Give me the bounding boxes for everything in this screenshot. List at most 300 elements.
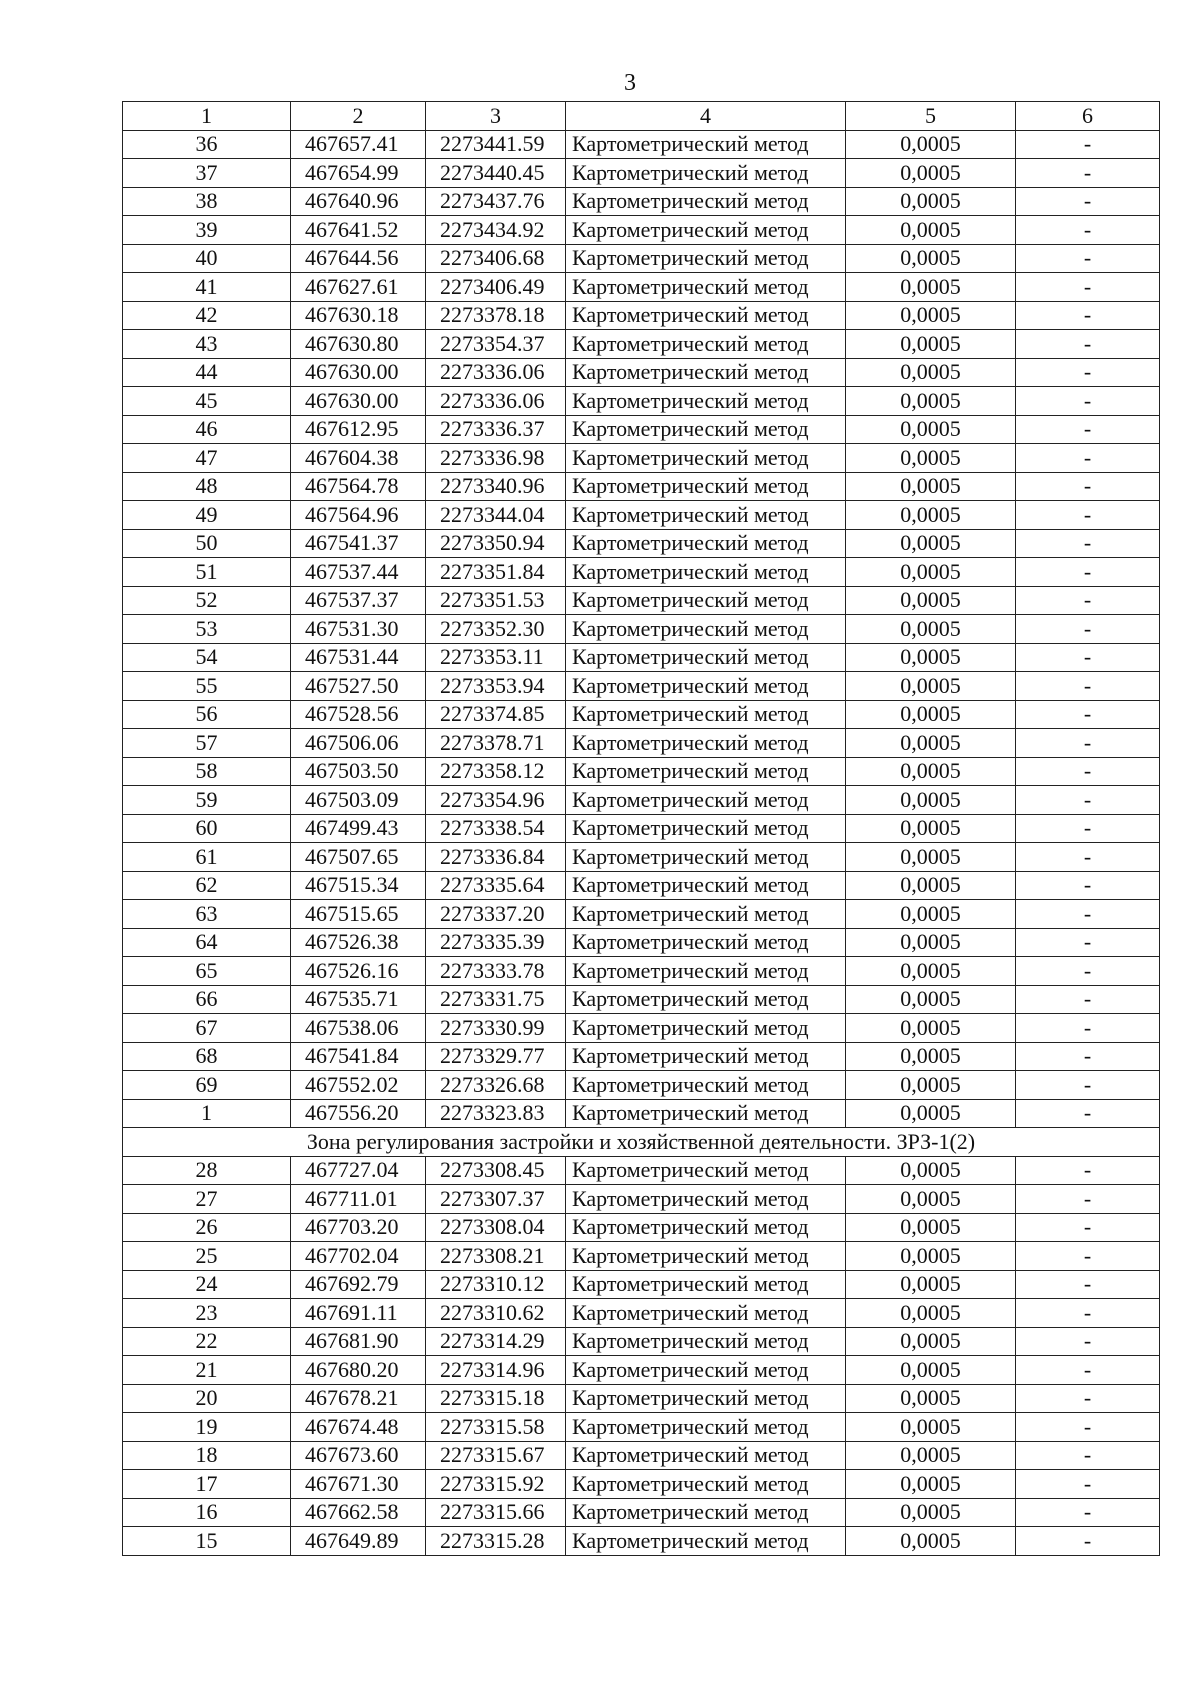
table-row <box>123 159 1160 188</box>
description-cell: - <box>1016 1156 1160 1185</box>
x-coordinate-cell: 467503.50 <box>291 757 426 786</box>
table-row <box>123 1270 1160 1299</box>
x-coordinate-cell: 467691.11 <box>291 1299 426 1328</box>
table-row <box>123 1213 1160 1242</box>
x-coordinate-cell: 467541.37 <box>291 529 426 558</box>
y-coordinate-cell: 2273310.62 <box>426 1299 566 1328</box>
method-cell: Картометрический метод <box>566 1213 846 1242</box>
point-number-cell: 21 <box>123 1356 291 1385</box>
point-number-cell: 23 <box>123 1299 291 1328</box>
method-cell: Картометрический метод <box>566 1099 846 1128</box>
method-cell: Картометрический метод <box>566 1413 846 1442</box>
point-number-cell: 49 <box>123 501 291 530</box>
method-cell: Картометрический метод <box>566 358 846 387</box>
method-cell: Картометрический метод <box>566 672 846 701</box>
description-cell: - <box>1016 1384 1160 1413</box>
table-row <box>123 757 1160 786</box>
page-number: 3 <box>624 70 636 96</box>
table-row <box>123 273 1160 302</box>
description-cell: - <box>1016 871 1160 900</box>
accuracy-cell: 0,0005 <box>846 1099 1016 1128</box>
accuracy-cell: 0,0005 <box>846 216 1016 245</box>
point-number-cell: 69 <box>123 1071 291 1100</box>
point-number-cell: 51 <box>123 558 291 587</box>
table-row <box>123 843 1160 872</box>
x-coordinate-cell: 467627.61 <box>291 273 426 302</box>
description-cell: - <box>1016 1071 1160 1100</box>
accuracy-cell: 0,0005 <box>846 814 1016 843</box>
y-coordinate-cell: 2273351.53 <box>426 586 566 615</box>
accuracy-cell: 0,0005 <box>846 1156 1016 1185</box>
x-coordinate-cell: 467641.52 <box>291 216 426 245</box>
y-coordinate-cell: 2273406.68 <box>426 244 566 273</box>
method-cell: Картометрический метод <box>566 1270 846 1299</box>
accuracy-cell: 0,0005 <box>846 273 1016 302</box>
table-row <box>123 444 1160 473</box>
point-number-cell: 52 <box>123 586 291 615</box>
point-number-cell: 57 <box>123 729 291 758</box>
point-number-cell: 65 <box>123 957 291 986</box>
x-coordinate-cell: 467531.44 <box>291 643 426 672</box>
point-number-cell: 37 <box>123 159 291 188</box>
method-cell: Картометрический метод <box>566 1327 846 1356</box>
method-cell: Картометрический метод <box>566 871 846 900</box>
x-coordinate-cell: 467657.41 <box>291 130 426 159</box>
accuracy-cell: 0,0005 <box>846 244 1016 273</box>
accuracy-cell: 0,0005 <box>846 757 1016 786</box>
x-coordinate-cell: 467711.01 <box>291 1185 426 1214</box>
point-number-cell: 39 <box>123 216 291 245</box>
table-row <box>123 472 1160 501</box>
table-row <box>123 244 1160 273</box>
accuracy-cell: 0,0005 <box>846 1441 1016 1470</box>
point-number-cell: 50 <box>123 529 291 558</box>
method-cell: Картометрический метод <box>566 1470 846 1499</box>
y-coordinate-cell: 2273315.92 <box>426 1470 566 1499</box>
y-coordinate-cell: 2273336.84 <box>426 843 566 872</box>
table-row <box>123 501 1160 530</box>
description-cell: - <box>1016 472 1160 501</box>
method-cell: Картометрический метод <box>566 1441 846 1470</box>
description-cell: - <box>1016 1042 1160 1071</box>
point-number-cell: 25 <box>123 1242 291 1271</box>
point-number-cell: 58 <box>123 757 291 786</box>
method-cell: Картометрический метод <box>566 1299 846 1328</box>
description-cell: - <box>1016 558 1160 587</box>
x-coordinate-cell: 467506.06 <box>291 729 426 758</box>
accuracy-cell: 0,0005 <box>846 957 1016 986</box>
point-number-cell: 19 <box>123 1413 291 1442</box>
table-row <box>123 1498 1160 1527</box>
method-cell: Картометрический метод <box>566 1356 846 1385</box>
description-cell: - <box>1016 1441 1160 1470</box>
method-cell: Картометрический метод <box>566 159 846 188</box>
y-coordinate-cell: 2273350.94 <box>426 529 566 558</box>
y-coordinate-cell: 2273314.96 <box>426 1356 566 1385</box>
method-cell: Картометрический метод <box>566 700 846 729</box>
y-coordinate-cell: 2273340.96 <box>426 472 566 501</box>
coordinates-table <box>122 101 1160 1556</box>
x-coordinate-cell: 467644.56 <box>291 244 426 273</box>
accuracy-cell: 0,0005 <box>846 700 1016 729</box>
description-cell: - <box>1016 1413 1160 1442</box>
table-row <box>123 1327 1160 1356</box>
x-coordinate-cell: 467537.37 <box>291 586 426 615</box>
description-cell: - <box>1016 244 1160 273</box>
table-row <box>123 1413 1160 1442</box>
table-row <box>123 187 1160 216</box>
accuracy-cell: 0,0005 <box>846 643 1016 672</box>
x-coordinate-cell: 467678.21 <box>291 1384 426 1413</box>
accuracy-cell: 0,0005 <box>846 843 1016 872</box>
point-number-cell: 1 <box>123 1099 291 1128</box>
method-cell: Картометрический метод <box>566 415 846 444</box>
point-number-cell: 68 <box>123 1042 291 1071</box>
method-cell: Картометрический метод <box>566 130 846 159</box>
description-cell: - <box>1016 387 1160 416</box>
table-row <box>123 216 1160 245</box>
point-number-cell: 48 <box>123 472 291 501</box>
point-number-cell: 40 <box>123 244 291 273</box>
method-cell: Картометрический метод <box>566 1042 846 1071</box>
x-coordinate-cell: 467674.48 <box>291 1413 426 1442</box>
x-coordinate-cell: 467681.90 <box>291 1327 426 1356</box>
y-coordinate-cell: 2273335.39 <box>426 928 566 957</box>
accuracy-cell: 0,0005 <box>846 1242 1016 1271</box>
y-coordinate-cell: 2273374.85 <box>426 700 566 729</box>
x-coordinate-cell: 467662.58 <box>291 1498 426 1527</box>
accuracy-cell: 0,0005 <box>846 928 1016 957</box>
method-cell: Картометрический метод <box>566 330 846 359</box>
y-coordinate-cell: 2273354.96 <box>426 786 566 815</box>
y-coordinate-cell: 2273351.84 <box>426 558 566 587</box>
description-cell: - <box>1016 757 1160 786</box>
x-coordinate-cell: 467671.30 <box>291 1470 426 1499</box>
x-coordinate-cell: 467612.95 <box>291 415 426 444</box>
description-cell: - <box>1016 1213 1160 1242</box>
method-cell: Картометрический метод <box>566 558 846 587</box>
table-row <box>123 985 1160 1014</box>
x-coordinate-cell: 467515.65 <box>291 900 426 929</box>
description-cell: - <box>1016 501 1160 530</box>
method-cell: Картометрический метод <box>566 615 846 644</box>
table-row <box>123 871 1160 900</box>
x-coordinate-cell: 467727.04 <box>291 1156 426 1185</box>
point-number-cell: 59 <box>123 786 291 815</box>
table-row <box>123 814 1160 843</box>
accuracy-cell: 0,0005 <box>846 1327 1016 1356</box>
point-number-cell: 28 <box>123 1156 291 1185</box>
table-row <box>123 1185 1160 1214</box>
table-row <box>123 1299 1160 1328</box>
accuracy-cell: 0,0005 <box>846 529 1016 558</box>
x-coordinate-cell: 467556.20 <box>291 1099 426 1128</box>
description-cell: - <box>1016 1270 1160 1299</box>
point-number-cell: 67 <box>123 1014 291 1043</box>
description-cell: - <box>1016 1470 1160 1499</box>
description-cell: - <box>1016 615 1160 644</box>
description-cell: - <box>1016 301 1160 330</box>
x-coordinate-cell: 467673.60 <box>291 1441 426 1470</box>
x-coordinate-cell: 467538.06 <box>291 1014 426 1043</box>
x-coordinate-cell: 467552.02 <box>291 1071 426 1100</box>
y-coordinate-cell: 2273406.49 <box>426 273 566 302</box>
y-coordinate-cell: 2273335.64 <box>426 871 566 900</box>
accuracy-cell: 0,0005 <box>846 1384 1016 1413</box>
point-number-cell: 46 <box>123 415 291 444</box>
accuracy-cell: 0,0005 <box>846 871 1016 900</box>
method-cell: Картометрический метод <box>566 187 846 216</box>
x-coordinate-cell: 467535.71 <box>291 985 426 1014</box>
point-number-cell: 66 <box>123 985 291 1014</box>
method-cell: Картометрический метод <box>566 444 846 473</box>
table-row <box>123 586 1160 615</box>
description-cell: - <box>1016 700 1160 729</box>
header-cell: 2 <box>291 102 426 131</box>
x-coordinate-cell: 467564.78 <box>291 472 426 501</box>
accuracy-cell: 0,0005 <box>846 301 1016 330</box>
accuracy-cell: 0,0005 <box>846 187 1016 216</box>
description-cell: - <box>1016 1242 1160 1271</box>
y-coordinate-cell: 2273441.59 <box>426 130 566 159</box>
description-cell: - <box>1016 216 1160 245</box>
description-cell: - <box>1016 444 1160 473</box>
method-cell: Картометрический метод <box>566 387 846 416</box>
description-cell: - <box>1016 814 1160 843</box>
accuracy-cell: 0,0005 <box>846 1527 1016 1556</box>
accuracy-cell: 0,0005 <box>846 1413 1016 1442</box>
table-row <box>123 1470 1160 1499</box>
method-cell: Картометрический метод <box>566 814 846 843</box>
method-cell: Картометрический метод <box>566 529 846 558</box>
accuracy-cell: 0,0005 <box>846 1299 1016 1328</box>
description-cell: - <box>1016 586 1160 615</box>
point-number-cell: 43 <box>123 330 291 359</box>
table-row <box>123 643 1160 672</box>
y-coordinate-cell: 2273315.58 <box>426 1413 566 1442</box>
accuracy-cell: 0,0005 <box>846 558 1016 587</box>
accuracy-cell: 0,0005 <box>846 586 1016 615</box>
table-row <box>123 615 1160 644</box>
accuracy-cell: 0,0005 <box>846 330 1016 359</box>
point-number-cell: 20 <box>123 1384 291 1413</box>
header-cell: 3 <box>426 102 566 131</box>
method-cell: Картометрический метод <box>566 244 846 273</box>
point-number-cell: 45 <box>123 387 291 416</box>
description-cell: - <box>1016 1014 1160 1043</box>
description-cell: - <box>1016 330 1160 359</box>
table-row <box>123 1014 1160 1043</box>
x-coordinate-cell: 467703.20 <box>291 1213 426 1242</box>
accuracy-cell: 0,0005 <box>846 1185 1016 1214</box>
y-coordinate-cell: 2273358.12 <box>426 757 566 786</box>
x-coordinate-cell: 467531.30 <box>291 615 426 644</box>
point-number-cell: 36 <box>123 130 291 159</box>
table-row <box>123 1384 1160 1413</box>
point-number-cell: 24 <box>123 1270 291 1299</box>
method-cell: Картометрический метод <box>566 472 846 501</box>
method-cell: Картометрический метод <box>566 1014 846 1043</box>
x-coordinate-cell: 467537.44 <box>291 558 426 587</box>
description-cell: - <box>1016 1299 1160 1328</box>
method-cell: Картометрический метод <box>566 1384 846 1413</box>
header-cell: 4 <box>566 102 846 131</box>
table-row <box>123 900 1160 929</box>
description-cell: - <box>1016 1185 1160 1214</box>
description-cell: - <box>1016 843 1160 872</box>
y-coordinate-cell: 2273323.83 <box>426 1099 566 1128</box>
x-coordinate-cell: 467680.20 <box>291 1356 426 1385</box>
x-coordinate-cell: 467604.38 <box>291 444 426 473</box>
accuracy-cell: 0,0005 <box>846 1213 1016 1242</box>
x-coordinate-cell: 467526.16 <box>291 957 426 986</box>
section-row <box>123 1128 1160 1157</box>
accuracy-cell: 0,0005 <box>846 1042 1016 1071</box>
x-coordinate-cell: 467515.34 <box>291 871 426 900</box>
x-coordinate-cell: 467702.04 <box>291 1242 426 1271</box>
point-number-cell: 22 <box>123 1327 291 1356</box>
point-number-cell: 47 <box>123 444 291 473</box>
table-row <box>123 1156 1160 1185</box>
method-cell: Картометрический метод <box>566 1156 846 1185</box>
table-row <box>123 130 1160 159</box>
description-cell: - <box>1016 1099 1160 1128</box>
table-row <box>123 1356 1160 1385</box>
y-coordinate-cell: 2273310.12 <box>426 1270 566 1299</box>
x-coordinate-cell: 467640.96 <box>291 187 426 216</box>
point-number-cell: 55 <box>123 672 291 701</box>
y-coordinate-cell: 2273336.98 <box>426 444 566 473</box>
accuracy-cell: 0,0005 <box>846 387 1016 416</box>
point-number-cell: 62 <box>123 871 291 900</box>
table-row <box>123 1441 1160 1470</box>
table-row <box>123 1527 1160 1556</box>
accuracy-cell: 0,0005 <box>846 130 1016 159</box>
y-coordinate-cell: 2273440.45 <box>426 159 566 188</box>
y-coordinate-cell: 2273333.78 <box>426 957 566 986</box>
description-cell: - <box>1016 786 1160 815</box>
description-cell: - <box>1016 957 1160 986</box>
y-coordinate-cell: 2273378.71 <box>426 729 566 758</box>
y-coordinate-cell: 2273378.18 <box>426 301 566 330</box>
y-coordinate-cell: 2273315.28 <box>426 1527 566 1556</box>
y-coordinate-cell: 2273434.92 <box>426 216 566 245</box>
point-number-cell: 26 <box>123 1213 291 1242</box>
point-number-cell: 64 <box>123 928 291 957</box>
point-number-cell: 42 <box>123 301 291 330</box>
point-number-cell: 27 <box>123 1185 291 1214</box>
y-coordinate-cell: 2273353.11 <box>426 643 566 672</box>
y-coordinate-cell: 2273308.21 <box>426 1242 566 1271</box>
description-cell: - <box>1016 672 1160 701</box>
method-cell: Картометрический метод <box>566 1185 846 1214</box>
method-cell: Картометрический метод <box>566 843 846 872</box>
accuracy-cell: 0,0005 <box>846 786 1016 815</box>
y-coordinate-cell: 2273352.30 <box>426 615 566 644</box>
y-coordinate-cell: 2273336.06 <box>426 387 566 416</box>
table-body <box>123 102 1160 1556</box>
method-cell: Картометрический метод <box>566 900 846 929</box>
description-cell: - <box>1016 529 1160 558</box>
accuracy-cell: 0,0005 <box>846 1071 1016 1100</box>
accuracy-cell: 0,0005 <box>846 159 1016 188</box>
table-row <box>123 301 1160 330</box>
x-coordinate-cell: 467528.56 <box>291 700 426 729</box>
description-cell: - <box>1016 358 1160 387</box>
y-coordinate-cell: 2273353.94 <box>426 672 566 701</box>
method-cell: Картометрический метод <box>566 729 846 758</box>
table-row <box>123 928 1160 957</box>
y-coordinate-cell: 2273336.37 <box>426 415 566 444</box>
y-coordinate-cell: 2273344.04 <box>426 501 566 530</box>
y-coordinate-cell: 2273326.68 <box>426 1071 566 1100</box>
table-row <box>123 1242 1160 1271</box>
method-cell: Картометрический метод <box>566 985 846 1014</box>
y-coordinate-cell: 2273308.45 <box>426 1156 566 1185</box>
table-row <box>123 672 1160 701</box>
accuracy-cell: 0,0005 <box>846 358 1016 387</box>
table-row <box>123 415 1160 444</box>
x-coordinate-cell: 467630.00 <box>291 358 426 387</box>
table-row <box>123 529 1160 558</box>
x-coordinate-cell: 467541.84 <box>291 1042 426 1071</box>
header-cell: 6 <box>1016 102 1160 131</box>
accuracy-cell: 0,0005 <box>846 615 1016 644</box>
y-coordinate-cell: 2273315.66 <box>426 1498 566 1527</box>
description-cell: - <box>1016 130 1160 159</box>
x-coordinate-cell: 467692.79 <box>291 1270 426 1299</box>
method-cell: Картометрический метод <box>566 273 846 302</box>
accuracy-cell: 0,0005 <box>846 444 1016 473</box>
accuracy-cell: 0,0005 <box>846 1014 1016 1043</box>
x-coordinate-cell: 467503.09 <box>291 786 426 815</box>
y-coordinate-cell: 2273308.04 <box>426 1213 566 1242</box>
accuracy-cell: 0,0005 <box>846 672 1016 701</box>
method-cell: Картометрический метод <box>566 757 846 786</box>
x-coordinate-cell: 467630.00 <box>291 387 426 416</box>
accuracy-cell: 0,0005 <box>846 985 1016 1014</box>
description-cell: - <box>1016 187 1160 216</box>
accuracy-cell: 0,0005 <box>846 1470 1016 1499</box>
point-number-cell: 15 <box>123 1527 291 1556</box>
y-coordinate-cell: 2273331.75 <box>426 985 566 1014</box>
method-cell: Картометрический метод <box>566 1527 846 1556</box>
method-cell: Картометрический метод <box>566 643 846 672</box>
point-number-cell: 56 <box>123 700 291 729</box>
table-row <box>123 786 1160 815</box>
y-coordinate-cell: 2273307.37 <box>426 1185 566 1214</box>
method-cell: Картометрический метод <box>566 501 846 530</box>
y-coordinate-cell: 2273330.99 <box>426 1014 566 1043</box>
method-cell: Картометрический метод <box>566 1071 846 1100</box>
accuracy-cell: 0,0005 <box>846 900 1016 929</box>
method-cell: Картометрический метод <box>566 1498 846 1527</box>
method-cell: Картометрический метод <box>566 586 846 615</box>
accuracy-cell: 0,0005 <box>846 1356 1016 1385</box>
table-row <box>123 387 1160 416</box>
y-coordinate-cell: 2273314.29 <box>426 1327 566 1356</box>
method-cell: Картометрический метод <box>566 301 846 330</box>
description-cell: - <box>1016 1327 1160 1356</box>
table-row <box>123 957 1160 986</box>
method-cell: Картометрический метод <box>566 928 846 957</box>
accuracy-cell: 0,0005 <box>846 1498 1016 1527</box>
description-cell: - <box>1016 159 1160 188</box>
description-cell: - <box>1016 1356 1160 1385</box>
header-cell: 1 <box>123 102 291 131</box>
point-number-cell: 60 <box>123 814 291 843</box>
y-coordinate-cell: 2273315.67 <box>426 1441 566 1470</box>
